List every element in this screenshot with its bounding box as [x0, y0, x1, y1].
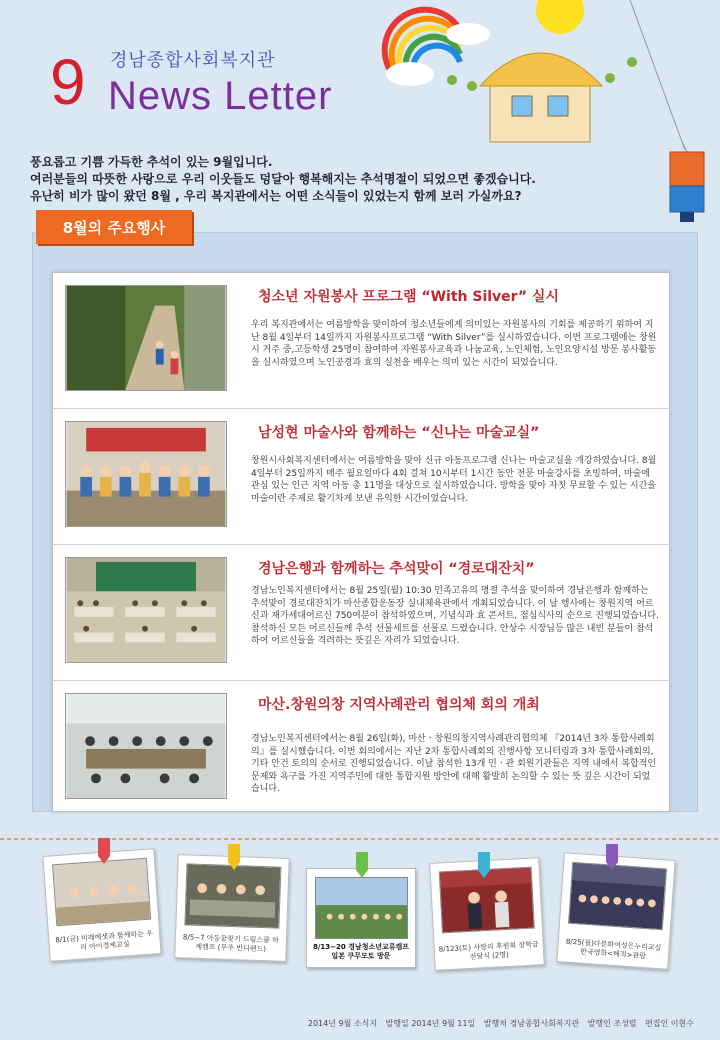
gallery-photo-2: [174, 854, 290, 962]
footer-date: 발행일 2014년 9월 11일: [385, 1019, 476, 1028]
gallery-image: [52, 858, 151, 926]
article-body: 우리 복지관에서는 여름방학을 맞이하여 청소년들에게 의미있는 자원봉사의 기회를 제공하기 위하여 지난 8월 4일부터 14일까지 자원봉사프로그램 “With Silver”를 실시하였습니다. 이번 프로그램에는 창원시 거주 중,고등학생 25명이 참여하여 자원봉사교육과 나눔교육, 노인체험, 노인요양시설 방문 봉사활동을 실시하였으며 노인공경과 효의 실천을 배우는 의미 있는 시간이 되었습니다.: [251, 320, 657, 368]
article-4: [53, 681, 671, 813]
footer-issuer: 발행인 조성렬: [587, 1019, 637, 1028]
gallery-image: [568, 862, 667, 930]
article-photo-magic-class: [65, 421, 227, 527]
pin-icon: [606, 844, 618, 870]
article-title: 마산.창원의창 지역사례관리 협의체 회의 개최: [258, 697, 540, 713]
newsletter-title: News Letter: [108, 74, 333, 118]
pin-icon: [356, 852, 368, 878]
footer: [0, 1018, 720, 1029]
gallery-image: [184, 863, 281, 928]
footer-issue: 2014년 9월 소식지: [307, 1019, 378, 1028]
header: [0, 0, 720, 150]
hut-rainbow-illustration: [380, 0, 720, 150]
gallery-caption: 8/123(토) 사랑의 후원회 장학금 전달식 (2명): [438, 940, 539, 961]
intro-text: [30, 154, 700, 205]
sun-icon: [536, 0, 584, 34]
pin-icon: [98, 838, 110, 864]
org-name: 경남종합사회복지관: [110, 50, 276, 71]
article-title: 청소년 자원봉사 프로그램 “With Silver” 실시: [258, 289, 559, 305]
article-body: 경남노인복지센터에서는 8월 26일(화), 마산ㆍ창원의창지역사례관리협의체 『2014년 3차 통합사례회의』를 실시했습니다. 이번 회의에서는 지난 2차 통합사례회의 진행사항 모니터링과 3차 통합사례회의, 기타 안건 토의의 순서로 진행되었습니다. 이날 참석한 13개 민ㆍ관 회원기관들은 지역 내에서 복합적인 문제와 욕구를 가진 지역주민에 대한 통합지원 방안에 대해 활발히 논의할 수 있는 뜻 깊은 시간이 되었습니다.: [251, 734, 657, 794]
article-photo-elderly-festival: [65, 557, 227, 663]
article-title: 경남은행과 함께하는 추석맞이 “경로대잔치”: [258, 561, 535, 577]
pin-icon: [478, 852, 490, 878]
intro-line-2: 여러분들의 따뜻한 사랑으로 우리 이웃들도 덩달아 행복해지는 추석명절이 되었으면 좋겠습니다.: [30, 172, 536, 186]
article-body: 창원시사회복지센터에서는 여름방학을 맞아 신규 아동프로그램 신나는 마술교실을 개강하였습니다. 8월 4일부터 25일까지 매주 월요일마다 4회 걸쳐 10시부터 1시간 동안 전문 마술강사를 초빙하여, 마술에 관심 있는 인근 지역 아동 총 11명을 대상으로 실시하였습니다. 방학을 맞아 자칫 무료할 수 있는 시간을 마술이란 주제로 활기차게 보낸 유익한 시간이었습니다.: [251, 456, 657, 504]
section-tab: 8월의 주요행사: [36, 210, 192, 244]
footer-publisher: 발행처 경남종합사회복지관: [483, 1019, 580, 1028]
intro-line-3: 유난히 비가 많이 왔던 8월 , 우리 복지관에서는 어떤 소식들이 있었는지 함께 보러 가실까요?: [30, 189, 522, 203]
article-photo-volunteer: [65, 285, 227, 391]
gallery-photo-1: [42, 848, 161, 962]
issue-number: 9: [50, 46, 86, 118]
gallery-caption: 8/25(월)다문화여성은누리교실 한국영화<해적>관람: [565, 937, 662, 961]
article-photo-meeting: [65, 693, 227, 799]
footer-editor: 편집인 이현수: [645, 1019, 694, 1028]
articles-list: [52, 272, 670, 812]
article-2: [53, 409, 671, 545]
article-1: [53, 273, 671, 409]
intro-line-1: 풍요롭고 기쁨 가득한 추석이 있는 9월입니다.: [30, 155, 273, 169]
gallery-caption: 8/5~7 아동꿈찾기 드림스쿨 하계캠프 (무주 반디랜드): [182, 933, 279, 954]
article-title: 남성현 마술사와 함께하는 “신나는 마술교실”: [258, 425, 540, 441]
article-body: 경남노인복지센터에서는 8월 25일(월) 10:30 민족고유의 명절 추석을 맞이하여 경남은행과 함께하는 추석맞이 경로대잔치가 마산종합운동장 실내체육관에서 개최되었습니다. 이 날 행사에는 창원지역 어르신과 재가세대어르신 750여분이 참석하였으며, 기념식과 효 콘서트, 점심식사의 순으로 진행되었습니다. 참석하신 모든 어르신들께 추석 선물세트를 선물로 드렸습니다. 안상수 시장님등 많은 내빈 분들이 참석하여 어르신들을 격려하는 뜻깊은 자리가 되었습니다.: [251, 586, 659, 646]
article-3: [53, 545, 671, 681]
gallery-caption: 8/1(금) 미래에셋과 함께하는 우리 아이경제교실: [55, 929, 154, 952]
gallery-photo-3: [306, 868, 416, 968]
gallery-caption: 8/13~20 경남청소년교류캠프 일본 쿠무모토 방문: [312, 943, 410, 960]
gallery-image: [315, 877, 408, 939]
pin-icon: [228, 844, 240, 870]
